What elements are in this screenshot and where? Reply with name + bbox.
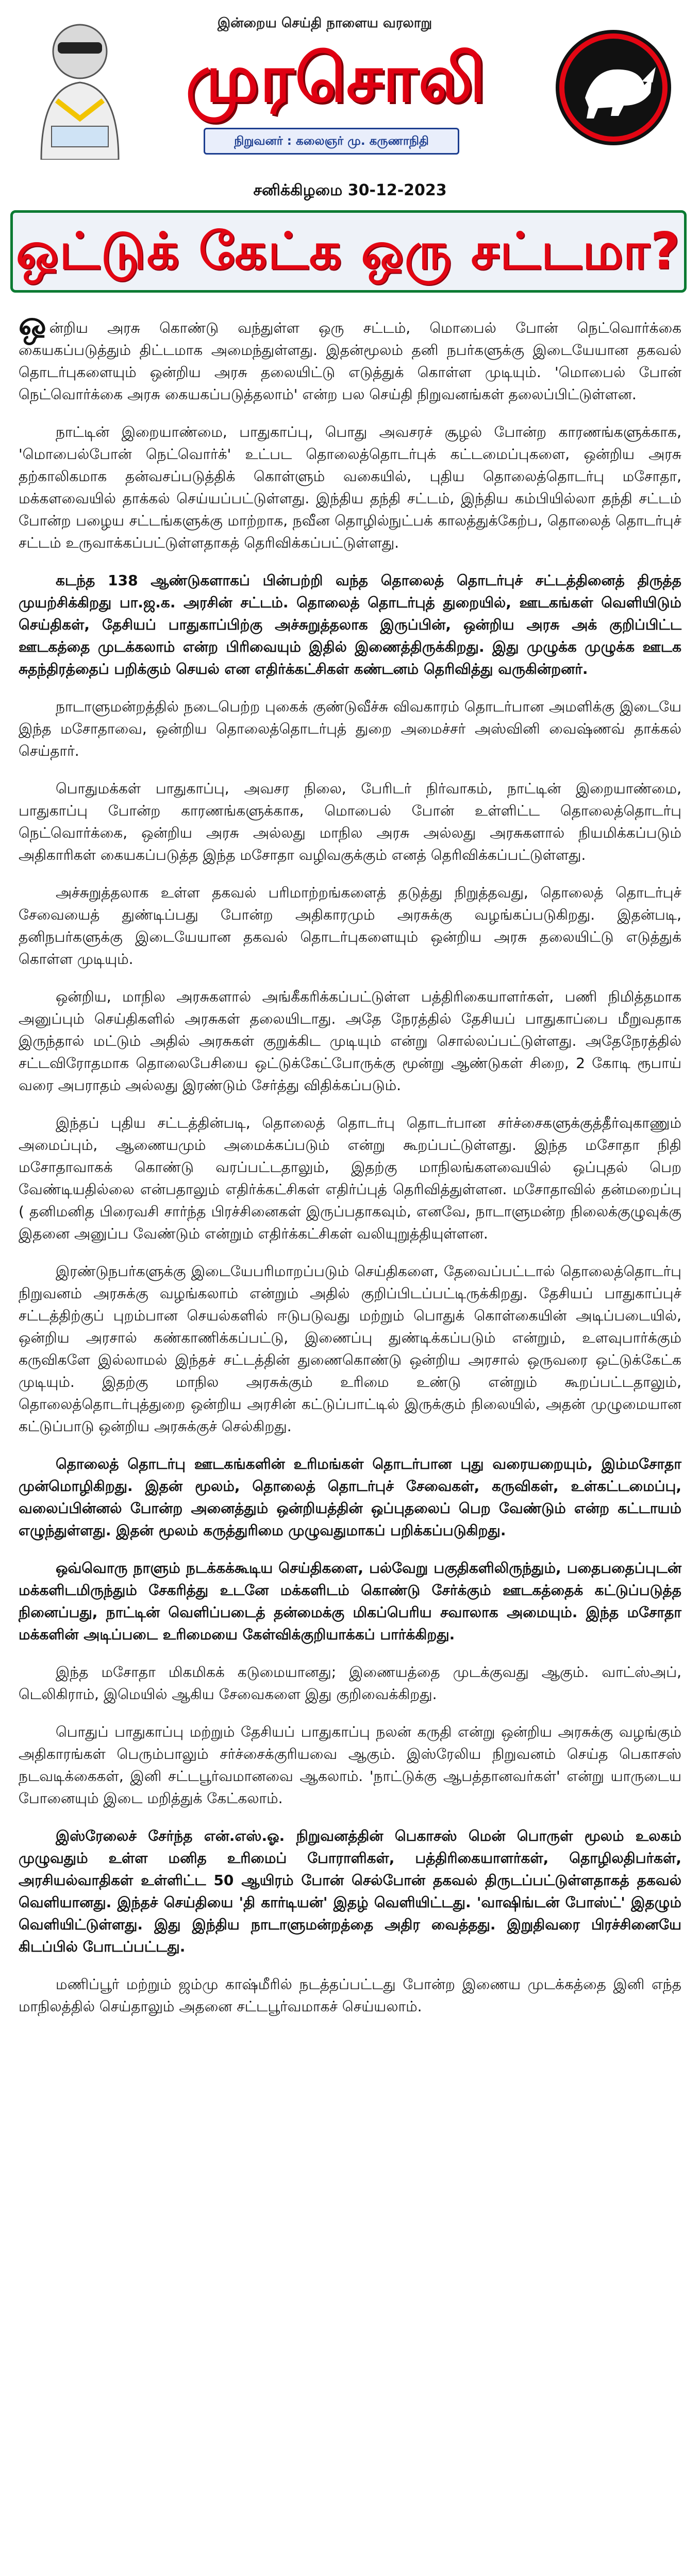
- founder-line: நிறுவனர் : கலைஞர் மு. கருணாநிதி: [204, 128, 459, 155]
- editorial-title: ஒட்டுக் கேட்க ஒரு சட்டமா?: [10, 210, 687, 293]
- article-paragraph: பொதுமக்கள் பாதுகாப்பு, அவசர நிலை, பேரிடர் நிர்வாகம், நாட்டின் இறையாண்மை, பாதுகாப்பு போன்ற காரணங்களுக்காக, மொபைல் போன் உள்ளிட்ட தொலைத்தொடர்பு நெட்வொர்க்கை, ஒன்றிய அரசு அல்லது மாநில அரசு அல்லது அரசுகளால் நியமிக்கப்படும் அதிகாரிகள் கையகப்படுத்த இந்த மசோதா வழிவகுக்கும் எனத் தெரிவிக்கப்பட்டுள்ளது.: [19, 780, 681, 863]
- article-paragraph: நாட்டின் இறையாண்மை, பாதுகாப்பு, பொது அவசரச் சூழல் போன்ற காரணங்களுக்காக, 'மொபைல்போன் நெட்வொர்க்' உட்பட தொலைத்தொடர்புக் கட்டமைப்புகளை, ஒன்றிய அரசு தற்காலிகமாக தன்வசப்படுத்திக் கொள்ளும் வகையில், புதிய தொலைத்தொடர்பு மசோதா, மக்களவையில் தாக்கல் செய்யப்பட்டுள்ளது. இந்திய தந்தி சட்டம், இந்திய கம்பியில்லா தந்தி சட்டம் போன்ற பழைய சட்டங்களுக்கு மாற்றாக, நவீன தொழில்நுட்பக் காலத்துக்கேற்ப, தொலைத் தொடர்புச் சட்டம் உருவாக்கப்பட்டுள்ளதாகத் தெரிவிக்கப்பட்டுள்ளது.: [19, 423, 681, 551]
- article-paragraph-bold: தொலைத் தொடர்பு ஊடகங்களின் உரிமங்கள் தொடர்பான புது வரையறையும், இம்மசோதா முன்மொழிகிறது. இதன் மூலம், தொலைத் தொடர்புச் சேவைகள், கருவிகள், உள்கட்டமைப்பு, வலைப்பின்னல் போன்ற அனைத்தும் ஒன்றியத்தின் ஒப்புதலைப் பெற வேண்டும் என்ற கட்டாயம் எழுந்துள்ளது. இதன் மூலம் கருத்துரிமை முழுவதுமாகப் பறிக்கப்படுகிறது.: [19, 1455, 681, 1539]
- article-paragraph: இந்த மசோதா மிகமிகக் கடுமையானது; இணையத்தை முடக்குவது ஆகும். வாட்ஸ்அப், டெலிகிராம், இமெயில் ஆகிய சேவைகளை இது குறிவைக்கிறது.: [19, 1664, 681, 1703]
- party-emblem-image: [536, 21, 686, 155]
- paragraph-text: ன்றிய அரசு கொண்டு வந்துள்ள ஒரு சட்டம், மொபைல் போன் நெட்வொர்க்கை கையகப்படுத்தும் திட்டமாக அமைந்துள்ளது. இதன்மூலம் தனி நபர்களுக்கு இடையேயான தகவல் தொடர்புகளையும் ஒன்றிய அரசு தலையிட்டு எடுத்துக் கொள்ள முடியும். 'மொபைல் போன் நெட்வொர்க்கை அரசு கையகப்படுத்தலாம்' என்ற பல செய்தி நிறுவனங்கள் தலைப்பிட்டுள்ளன.: [19, 319, 681, 403]
- newspaper-header: [0, 0, 700, 170]
- article-paragraph: மணிப்பூர் மற்றும் ஜம்மு காஷ்மீரில் நடத்தப்பட்டது போன்ற இணைய முடக்கத்தை இனி எந்த மாநிலத்தில் செய்தாலும் அதனை சட்டபூர்வமாகச் செய்யலாம்.: [19, 1976, 681, 2015]
- article-paragraph: இரண்டுநபர்களுக்கு இடையேபரிமாறப்படும் செய்திகளை, தேவைப்பட்டால் தொலைத்தொடர்பு நிறுவனம் அரசுக்கு வழங்கலாம் என்றும் அதில் குறிப்பிடப்பட்டிருக்கிறது. தேசியப் பாதுகாப்புச் சட்டத்திற்குப் புறம்பான செயல்களில் ஈடுபடுவது மற்றும் பொதுக் கொள்கையின் அடிப்படையில், ஒன்றிய அரசால் கண்காணிக்கப்பட்டு, இணைப்பு துண்டிக்கப்படும் என்றும், உளவுபார்க்கும் கருவிகளே இல்லாமல் இந்தச் சட்டத்தின் துணைகொண்டு ஒன்றிய அரசால் ஒருவரை ஒட்டுக்கேட்க முடியும். இதற்கு மாநில அரசுக்கும் உரிமை உண்டு என்றும் கூறப்பட்டதாலும், தொலைத்தொடர்புத்துறை ஒன்றிய அரசின் கட்டுப்பாட்டில் இருக்கும் நிலையில், அதன் முழுமையான கட்டுப்பாடு ஒன்றிய அரசுக்குச் செல்கிறது.: [19, 1263, 682, 1435]
- drop-cap: ஒ: [19, 305, 46, 343]
- article-paragraph: அச்சுறுத்தலாக உள்ள தகவல் பரிமாற்றங்களைத் தடுத்து நிறுத்தவது, தொலைத் தொடர்புச் சேவையைத் துண்டிப்பது போன்ற அதிகாரமும் அரசுக்கு வழங்கப்படுகிறது. இதன்படி, தனிநபர்களுக்கு இடையேயான தகவல் தொடர்புகளையும் ஒன்றிய அரசு தலையிட்டு எடுத்துக் கொள்ள முடியும்.: [19, 884, 681, 968]
- editorial-article: [19, 305, 682, 2033]
- article-paragraph: இந்தப் புதிய சட்டத்தின்படி, தொலைத் தொடர்பு தொடர்பான சர்ச்சைகளுக்குத்தீர்வுகாணும் அமைப்பும், ஆணையமும் அமைக்கப்படும் என்று கூறப்பட்டுள்ளது. இந்த மசோதா நிதி மசோதாவாகக் கொண்டு வரப்பட்டதாலும், இதற்கு மாநிலங்களவையில் ஒப்புதல் பெற வேண்டியதில்லை என்பதாலும் எதிர்க்கட்சிகள் எதிர்ப்புத் தெரிவித்துள்ளன. மசோதாவில் தன்மறைப்பு ( தனிமனித பிரைவசி சார்ந்த பிரச்சினைகள் இருப்பதாகவும், எனவே, நாடாளுமன்ற நிலைக்குழுவுக்கு இதனை அனுப்ப வேண்டும் என்றும் எதிர்க்கட்சிகள் வலியுறுத்தியுள்ளன.: [19, 1114, 681, 1242]
- article-paragraph: நாடாளுமன்றத்தில் நடைபெற்ற புகைக் குண்டுவீச்சு விவகாரம் தொடர்பான அமளிக்கு இடையே இந்த மசோதாவை, ஒன்றிய தொலைத்தொடர்புத் துறை அமைச்சர் அஸ்வினி வைஷ்ணவ் தாக்கல் செய்தார்.: [19, 698, 681, 759]
- tagline: இன்றைய செய்தி நாளைய வரலாறு: [217, 15, 432, 31]
- masthead-logo: முரசொலி: [186, 40, 487, 117]
- article-paragraph: ஒன்றிய, மாநில அரசுகளால் அங்கீகரிக்கப்பட்டுள்ள பத்திரிகையாளர்கள், பணி நிமித்தமாக அனுப்பும் செய்திகளில் அரசுகள் தலையிடாது. அதே நேரத்தில் தேசியப் பாதுகாப்பை மீறுவதாக இருந்தால் மட்டும் அதில் அரசுகள் குறுக்கிட முடியும் என்று சொல்லப்பட்டுள்ளது. அதேநேரத்தில் சட்டவிரோதமாக தொலைபேசியை ஒட்டுக்கேட்போருக்கு மூன்று ஆண்டுகள் சிறை, 2 கோடி ரூபாய் வரை அபராதம் அல்லது இரண்டும் சேர்த்து விதிக்கப்படும்.: [19, 988, 681, 1094]
- article-paragraph-bold: ஒவ்வொரு நாளும் நடக்கக்கூடிய செய்திகளை, பல்வேறு பகுதிகளிலிருந்தும், பதைபதைப்புடன் மக்களிடமிருந்தும் சேகரித்து உடனே மக்களிடம் கொண்டு சேர்க்கும் ஊடகத்தைக் கட்டுப்படுத்த நினைப்பது, நாட்டின் வெளிப்படைத் தன்மைக்கு மிகப்பெரிய சவாலாக அமையும். இந்த மசோதா மக்களின் அடிப்படை உரிமையை கேள்விக்குறியாக்கப் பார்க்கிறது.: [19, 1560, 681, 1643]
- date-line: சனிக்கிழமை 30-12-2023: [253, 181, 447, 199]
- article-paragraph-bold: கடந்த 138 ஆண்டுகளாகப் பின்பற்றி வந்த தொலைத் தொடர்புச் சட்டத்தினைத் திருத்த முயற்சிக்கிறது பா.ஜ.க. அரசின் சட்டம். தொலைத் தொடர்புத் துறையில், ஊடகங்கள் வெளியிடும் செய்திகள், தேசியப் பாதுகாப்பிற்கு அச்சுறுத்தலாக இருப்பின், ஒன்றிய அரசு அக் குறிப்பிட்ட ஊடகத்தை முடக்கலாம் என்ற பிரிவையும் இதில் இணைத்திருக்கிறது. இது முழுக்க முழுக்க ஊடக சுதந்திரத்தைப் பறிக்கும் செயல் என எதிர்க்கட்சிகள் கண்டனம் தெரிவித்து வருகின்றனர்.: [19, 572, 681, 677]
- leader-portrait-image: [21, 10, 139, 160]
- article-paragraph: [19, 305, 681, 405]
- article-paragraph-bold: இஸ்ரேலைச் சேர்ந்த என்.எஸ்.ஓ. நிறுவனத்தின் பெகாசஸ் மென் பொருள் மூலம் உலகம் முழுவதும் உள்ள மனித உரிமைப் போராளிகள், பத்திரிகையாளர்கள், தொழிலதிபர்கள், அரசியல்வாதிகள் உள்ளிட்ட 50 ஆயிரம் போன் செல்போன் தகவல் திருடப்பட்டுள்ளதாகத் தகவல் வெளியானது. இந்தச் செய்தியை 'தி கார்டியன்' இதழ் வெளியிட்டது. 'வாஷிங்டன் போஸ்ட்' இதழும் வெளியிட்டுள்ளது. இது இந்திய நாடாளுமன்றத்தை அதிர வைத்தது. இறுதிவரை பிரச்சினையே கிடப்பில் போடப்பட்டது.: [19, 1827, 681, 1955]
- article-paragraph: பொதுப் பாதுகாப்பு மற்றும் தேசியப் பாதுகாப்பு நலன் கருதி என்று ஒன்றிய அரசுக்கு வழங்கும் அதிகாரங்கள் பெரும்பாலும் சர்ச்சைக்குரியவை ஆகும். இஸ்ரேலிய நிறுவனம் செய்த பெகாசஸ் நடவடிக்கைகள், இனி சட்டபூர்வமானவை ஆகலாம். 'நாட்டுக்கு ஆபத்தானவர்கள்' என்று யாருடைய போனையும் இடை மறித்துக் கேட்கலாம்.: [19, 1723, 681, 1807]
